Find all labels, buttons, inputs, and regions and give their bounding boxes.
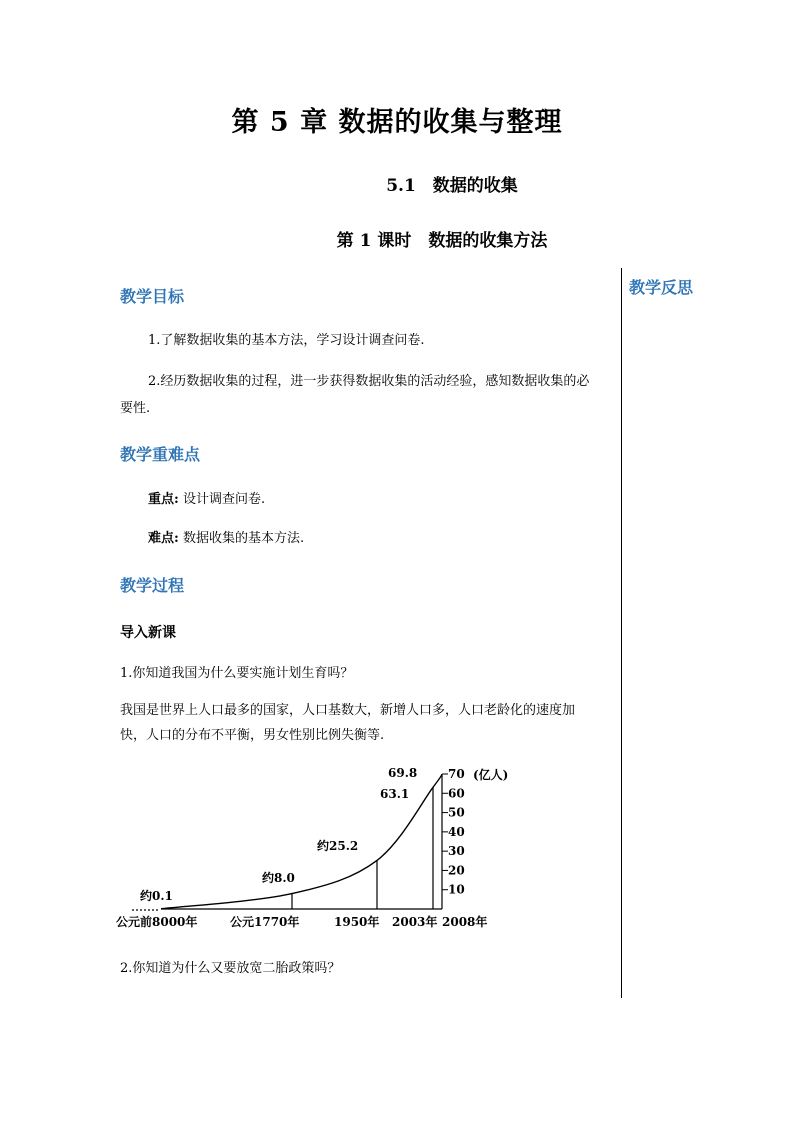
- objective-item-2-cont: 要性.: [120, 401, 151, 416]
- difficulty-line: [148, 525, 304, 552]
- answer-1-line-1: 我国是世界上人口最多的国家，人口基数大，新增人口多，人口老龄化的速度加: [120, 703, 576, 718]
- category-label: 2008年: [442, 915, 488, 929]
- section-title: 5.1 数据的收集: [386, 176, 518, 196]
- reflection-divider: [621, 268, 622, 998]
- objective-item-1: 1.了解数据收集的基本方法，学习设计调查问卷.: [148, 333, 425, 348]
- category-label: 公元前8000年: [116, 915, 198, 929]
- focus-line: [148, 486, 265, 513]
- y-tick-label: 10: [448, 882, 465, 897]
- data-label: 63.1: [380, 787, 410, 801]
- key-points-heading: 教学重难点: [120, 445, 201, 464]
- y-tick-label: 30: [448, 844, 465, 859]
- lesson-title: 第 1 课时 数据的收集方法: [336, 231, 548, 251]
- objective-item-2: 2.经历数据收集的过程，进一步获得数据收集的活动经验，感知数据收集的必: [148, 374, 590, 389]
- data-label: 约0.1: [140, 889, 173, 903]
- y-tick-label: 50: [448, 805, 465, 820]
- question-1: 1.你知道我国为什么要实施计划生育吗？: [120, 666, 354, 681]
- focus-text: 设计调查问卷.: [182, 492, 266, 507]
- intro-heading: 导入新课: [120, 625, 176, 641]
- data-label: 约25.2: [317, 839, 359, 853]
- data-label: 约8.0: [262, 871, 295, 885]
- chart-layer: [116, 766, 508, 929]
- category-label: 1950年: [334, 915, 380, 929]
- difficulty-label: 难点:: [148, 531, 179, 546]
- population-chart: [112, 760, 532, 932]
- y-tick-label: 60: [448, 786, 465, 801]
- data-label: 69.8: [388, 766, 418, 780]
- y-tick-label: 40: [448, 824, 465, 839]
- question-2: 2.你知道为什么又要放宽二胎政策吗？: [120, 961, 341, 976]
- focus-label: 重点:: [148, 492, 179, 507]
- category-label: 2003年: [392, 915, 438, 929]
- category-label: 公元1770年: [230, 915, 300, 929]
- objectives-heading: 教学目标: [120, 287, 185, 306]
- process-heading: 教学过程: [120, 576, 185, 595]
- difficulty-text: 数据收集的基本方法.: [182, 531, 305, 546]
- y-unit-label: (亿人): [473, 768, 509, 782]
- chapter-title: 第 5 章 数据的收集与整理: [231, 107, 563, 138]
- answer-1-line-2: 快，人口的分布不平衡，男女性别比例失衡等.: [120, 728, 385, 743]
- y-tick-label: 70: [448, 767, 465, 781]
- y-tick-label: 20: [448, 863, 465, 878]
- reflection-label: 教学反思: [629, 278, 694, 297]
